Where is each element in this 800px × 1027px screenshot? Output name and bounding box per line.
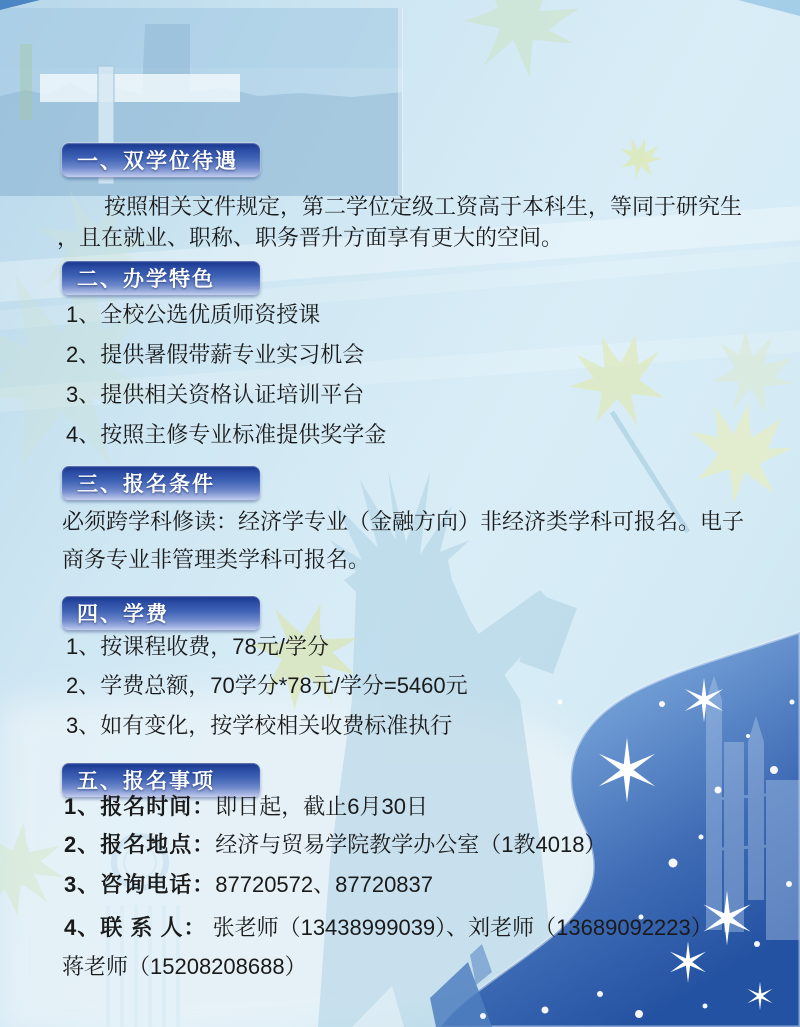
section-title-2: 二、办学特色 <box>77 268 215 291</box>
list-item: 1、全校公选优质师资授课 <box>66 302 321 327</box>
item-label: 3、咨询电话： <box>64 872 216 897</box>
paragraph-line: ，且在就业、职称、职务晋升方面享有更大的空间。 <box>57 225 564 250</box>
paragraph-line: 商务专业非管理类学科可报名。 <box>62 547 371 572</box>
section-header-2 <box>62 261 260 295</box>
paragraph-line: 按照相关文件规定，第二学位定级工资高于本科生，等同于研究生 <box>104 194 743 219</box>
list-item <box>64 872 433 898</box>
list-item: 3、提供相关资格认证培训平台 <box>66 382 365 407</box>
list-item: 4、按照主修专业标准提供奖学金 <box>66 422 387 447</box>
list-item <box>64 794 428 820</box>
item-label: 2、报名地点： <box>64 832 216 857</box>
list-item <box>64 832 606 858</box>
item-text: 经济与贸易学院教学办公室（1教4018） <box>215 832 607 857</box>
list-item: 2、学费总额，70学分*78元/学分=5460元 <box>66 673 468 698</box>
item-text: 87720572、87720837 <box>215 872 434 897</box>
maple-leaf-icon <box>614 132 665 184</box>
item-label: 4、联 系 人： <box>64 915 207 940</box>
section-header-4 <box>62 596 260 630</box>
section-header-3 <box>62 466 260 500</box>
list-item: 2、提供暑假带薪专业实习机会 <box>66 342 365 367</box>
item-label: 1、报名时间： <box>64 794 216 819</box>
section-header-5 <box>62 763 260 797</box>
section-title-4: 四、学费 <box>77 603 169 626</box>
section-header-1 <box>62 143 260 177</box>
maple-leaf-icon <box>680 393 799 515</box>
list-item: 1、按课程收费，78元/学分 <box>66 634 329 659</box>
item-text: 张老师（13438999039）、刘老师（13689092223） <box>206 915 713 940</box>
list-item-continuation: 蒋老师（15208208688） <box>62 954 307 979</box>
paragraph-line: 必须跨学科修读：经济学专业（金融方向）非经济类学科可报名。电子 <box>62 509 745 534</box>
maple-leaf-icon <box>438 0 601 101</box>
corner-wedge-top-right <box>738 0 800 16</box>
list-item <box>64 915 713 941</box>
section-title-3: 三、报名条件 <box>77 473 215 496</box>
section-title-5: 五、报名事项 <box>77 770 215 793</box>
list-item: 3、如有变化，按学校相关收费标准执行 <box>66 713 453 738</box>
item-text: 即日起，截止6月30日 <box>215 794 428 819</box>
section-title-1: 一、双学位待遇 <box>77 150 238 173</box>
